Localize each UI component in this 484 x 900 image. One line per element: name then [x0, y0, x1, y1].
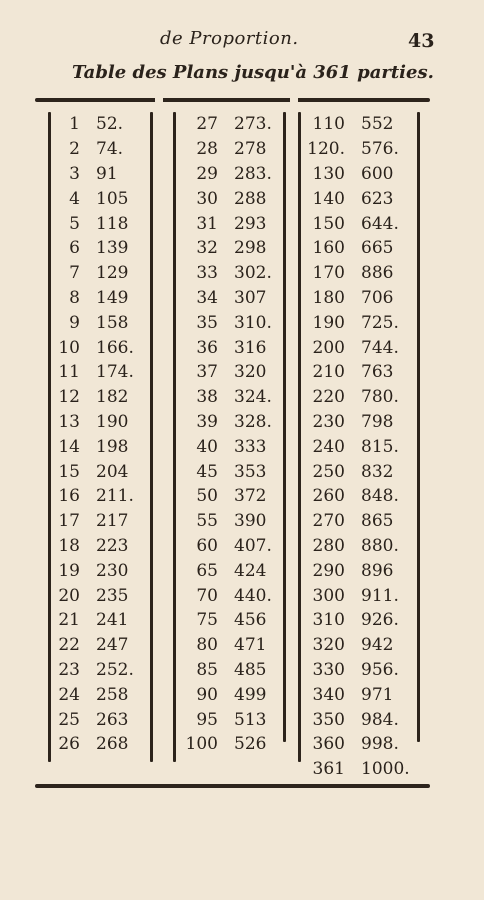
row-value: 424 [234, 560, 267, 581]
row-value: 485 [234, 659, 267, 680]
table-row [295, 732, 433, 757]
row-value: 252. [96, 659, 134, 680]
table-row [40, 211, 166, 236]
row-number: 95 [196, 709, 218, 730]
row-value: 623 [361, 188, 394, 209]
row-number: 14 [58, 436, 80, 457]
table-block-3 [295, 112, 433, 782]
row-value: 372 [234, 486, 267, 507]
table-row [295, 410, 433, 435]
row-number: 11 [58, 362, 80, 383]
row-value: 644. [361, 213, 399, 234]
table-row [40, 410, 166, 435]
table-row [40, 484, 166, 509]
table-row [40, 162, 166, 187]
row-number: 340 [312, 684, 345, 705]
row-number: 2 [69, 139, 80, 160]
row-value: 139 [96, 238, 129, 259]
table-row [40, 558, 166, 583]
row-value: 223 [96, 535, 129, 556]
table-row [295, 211, 433, 236]
row-number: 7 [69, 263, 80, 284]
row-number: 33 [196, 263, 218, 284]
table-vertical-rule [417, 112, 420, 742]
row-number: 120. [307, 139, 345, 160]
table-row [295, 112, 433, 137]
row-value: 52. [96, 114, 124, 135]
table-row [40, 310, 166, 335]
row-number: 140 [312, 188, 345, 209]
row-number: 290 [312, 560, 345, 581]
row-number: 31 [196, 213, 218, 234]
row-value: 471 [234, 635, 267, 656]
row-number: 310 [312, 610, 345, 631]
row-value: 129 [96, 263, 129, 284]
row-number: 35 [196, 312, 218, 333]
row-value: 182 [96, 387, 129, 408]
row-value: 499 [234, 684, 267, 705]
row-number: 13 [58, 411, 80, 432]
row-value: 298 [234, 238, 267, 259]
row-number: 15 [58, 461, 80, 482]
table-row [295, 434, 433, 459]
row-number: 260 [312, 486, 345, 507]
row-number: 250 [312, 461, 345, 482]
table-row [295, 757, 433, 782]
table-row [40, 608, 166, 633]
table-row [295, 484, 433, 509]
row-value: 744. [361, 337, 399, 358]
row-value: 725. [361, 312, 399, 333]
row-value: 456 [234, 610, 267, 631]
row-number: 39 [196, 411, 218, 432]
row-number: 32 [196, 238, 218, 259]
row-value: 166. [96, 337, 134, 358]
row-value: 74. [96, 139, 124, 160]
row-value: 302. [234, 263, 272, 284]
row-number: 23 [58, 659, 80, 680]
row-number: 45 [196, 461, 218, 482]
row-value: 706 [361, 287, 394, 308]
row-value: 278 [234, 139, 267, 160]
table-row [295, 633, 433, 658]
row-number: 160 [312, 238, 345, 259]
row-value: 526 [234, 734, 267, 755]
row-number: 37 [196, 362, 218, 383]
row-number: 29 [196, 163, 218, 184]
row-value: 576. [361, 139, 399, 160]
row-value: 665 [361, 238, 394, 259]
row-value: 942 [361, 635, 394, 656]
table-row [40, 707, 166, 732]
row-number: 22 [58, 635, 80, 656]
table-row [295, 583, 433, 608]
row-number: 110 [312, 114, 345, 135]
row-number: 30 [196, 188, 218, 209]
row-number: 9 [69, 312, 80, 333]
row-value: 407. [234, 535, 272, 556]
table-row [40, 112, 166, 137]
row-value: 984. [361, 709, 399, 730]
row-number: 200 [312, 337, 345, 358]
row-value: 241 [96, 610, 129, 631]
table-row [295, 682, 433, 707]
row-number: 85 [196, 659, 218, 680]
row-number: 330 [312, 659, 345, 680]
row-value: 780. [361, 387, 399, 408]
row-value: 998. [361, 734, 399, 755]
row-value: 91 [96, 163, 118, 184]
row-value: 926. [361, 610, 399, 631]
table-row [295, 261, 433, 286]
table-vertical-rule [48, 112, 51, 762]
table-row [40, 682, 166, 707]
table-row [40, 583, 166, 608]
row-value: 118 [96, 213, 129, 234]
table-block-1 [40, 112, 166, 757]
row-number: 65 [196, 560, 218, 581]
row-value: 230 [96, 560, 129, 581]
table-row [295, 459, 433, 484]
row-value: 832 [361, 461, 394, 482]
row-number: 60 [196, 535, 218, 556]
row-number: 55 [196, 511, 218, 532]
table-row [295, 707, 433, 732]
table-row [40, 186, 166, 211]
table-row [295, 360, 433, 385]
row-value: 1000. [361, 759, 410, 780]
table-row [40, 534, 166, 559]
row-number: 36 [196, 337, 218, 358]
row-value: 198 [96, 436, 129, 457]
row-value: 268 [96, 734, 129, 755]
row-value: 848. [361, 486, 399, 507]
row-value: 307 [234, 287, 267, 308]
row-number: 17 [58, 511, 80, 532]
row-number: 300 [312, 585, 345, 606]
row-value: 353 [234, 461, 267, 482]
table-row [295, 658, 433, 683]
row-value: 815. [361, 436, 399, 457]
row-value: 283. [234, 163, 272, 184]
row-number: 180 [312, 287, 345, 308]
row-number: 150 [312, 213, 345, 234]
row-value: 316 [234, 337, 267, 358]
table-row [40, 658, 166, 683]
table-row [295, 236, 433, 261]
row-value: 798 [361, 411, 394, 432]
row-value: 390 [234, 511, 267, 532]
row-value: 235 [96, 585, 129, 606]
proportion-table [40, 112, 430, 780]
table-title: Table des Plans jusqu'à 361 parties. [72, 62, 434, 83]
table-vertical-rule [298, 112, 301, 762]
running-head: de Proportion. [160, 28, 299, 49]
table-row [40, 137, 166, 162]
row-value: 324. [234, 387, 272, 408]
row-number: 190 [312, 312, 345, 333]
row-number: 40 [196, 436, 218, 457]
row-value: 956. [361, 659, 399, 680]
row-value: 763 [361, 362, 394, 383]
row-number: 350 [312, 709, 345, 730]
row-value: 273. [234, 114, 272, 135]
row-value: 552 [361, 114, 394, 135]
row-number: 170 [312, 263, 345, 284]
table-row [295, 335, 433, 360]
row-number: 28 [196, 139, 218, 160]
table-row [295, 286, 433, 311]
row-value: 190 [96, 411, 129, 432]
row-number: 1 [69, 114, 80, 135]
row-number: 19 [58, 560, 80, 581]
row-number: 38 [196, 387, 218, 408]
row-value: 865 [361, 511, 394, 532]
row-number: 5 [69, 213, 80, 234]
table-row [40, 261, 166, 286]
row-value: 293 [234, 213, 267, 234]
row-number: 50 [196, 486, 218, 507]
row-number: 360 [312, 734, 345, 755]
row-value: 158 [96, 312, 129, 333]
row-value: 911. [361, 585, 399, 606]
table-row [295, 558, 433, 583]
row-number: 34 [196, 287, 218, 308]
table-row [40, 360, 166, 385]
row-number: 210 [312, 362, 345, 383]
table-row [40, 633, 166, 658]
row-number: 25 [58, 709, 80, 730]
row-number: 24 [58, 684, 80, 705]
row-value: 886 [361, 263, 394, 284]
row-number: 6 [69, 238, 80, 259]
row-value: 513 [234, 709, 267, 730]
table-row [295, 534, 433, 559]
table-row [295, 162, 433, 187]
row-value: 288 [234, 188, 267, 209]
row-number: 361 [312, 759, 345, 780]
row-value: 971 [361, 684, 394, 705]
row-value: 880. [361, 535, 399, 556]
row-number: 27 [196, 114, 218, 135]
row-value: 204 [96, 461, 129, 482]
bottom-rule [35, 784, 430, 788]
table-row [40, 286, 166, 311]
table-row [295, 310, 433, 335]
table-row [295, 385, 433, 410]
row-number: 70 [196, 585, 218, 606]
table-row [40, 459, 166, 484]
row-value: 258 [96, 684, 129, 705]
row-number: 20 [58, 585, 80, 606]
table-row [40, 509, 166, 534]
row-value: 440. [234, 585, 272, 606]
row-value: 896 [361, 560, 394, 581]
top-rule [35, 98, 430, 102]
table-row [40, 732, 166, 757]
row-number: 130 [312, 163, 345, 184]
table-vertical-rule [150, 112, 153, 762]
row-number: 16 [58, 486, 80, 507]
row-value: 149 [96, 287, 129, 308]
row-value: 105 [96, 188, 129, 209]
row-value: 333 [234, 436, 267, 457]
table-row [40, 385, 166, 410]
row-number: 240 [312, 436, 345, 457]
row-value: 174. [96, 362, 134, 383]
page-number: 43 [408, 30, 435, 52]
row-number: 220 [312, 387, 345, 408]
row-number: 26 [58, 734, 80, 755]
row-number: 90 [196, 684, 218, 705]
row-value: 217 [96, 511, 129, 532]
table-row [40, 434, 166, 459]
table-vertical-rule [173, 112, 176, 762]
row-value: 600 [361, 163, 394, 184]
row-value: 263 [96, 709, 129, 730]
row-number: 75 [196, 610, 218, 631]
row-number: 320 [312, 635, 345, 656]
row-number: 280 [312, 535, 345, 556]
table-row [295, 509, 433, 534]
row-value: 310. [234, 312, 272, 333]
row-number: 230 [312, 411, 345, 432]
row-number: 21 [58, 610, 80, 631]
table-row [295, 137, 433, 162]
table-row [295, 608, 433, 633]
row-number: 100 [185, 734, 218, 755]
table-vertical-rule [283, 112, 286, 742]
row-number: 4 [69, 188, 80, 209]
row-value: 320 [234, 362, 267, 383]
row-value: 247 [96, 635, 129, 656]
table-row [295, 186, 433, 211]
row-number: 3 [69, 163, 80, 184]
table-row [40, 236, 166, 261]
row-number: 270 [312, 511, 345, 532]
row-number: 80 [196, 635, 218, 656]
row-number: 18 [58, 535, 80, 556]
row-number: 10 [58, 337, 80, 358]
row-number: 12 [58, 387, 80, 408]
row-value: 211. [96, 486, 134, 507]
row-value: 328. [234, 411, 272, 432]
row-number: 8 [69, 287, 80, 308]
table-row [40, 335, 166, 360]
